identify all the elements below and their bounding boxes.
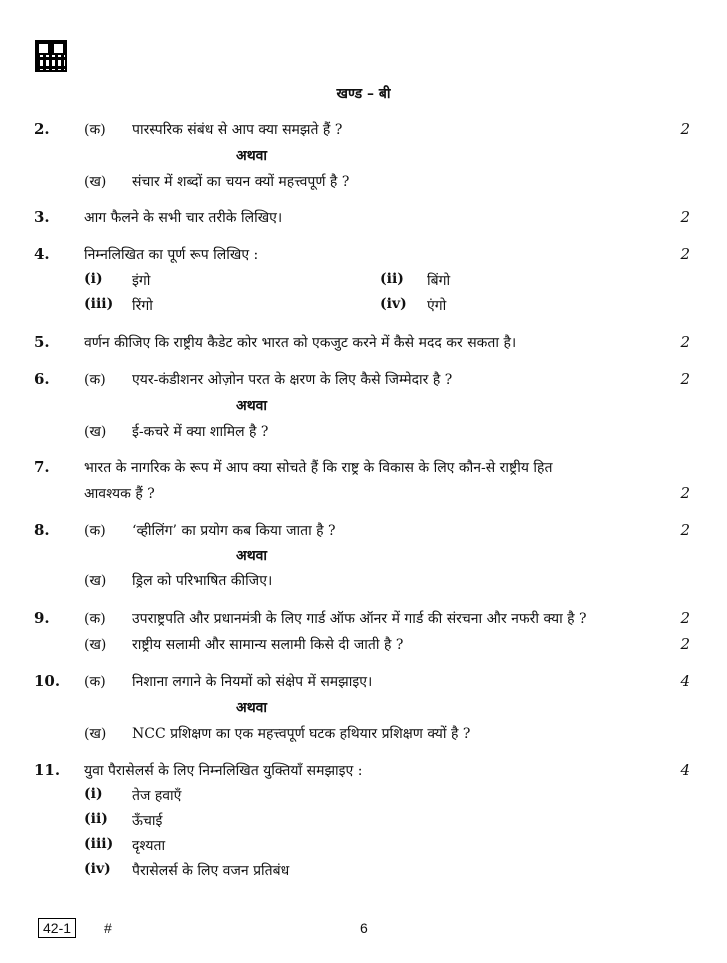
list-item	[0, 811, 727, 833]
question-text: ड्रिल को परिभाषित कीजिए।	[132, 573, 273, 589]
question-number: 4.	[34, 245, 50, 263]
part-label: (ख)	[84, 726, 107, 742]
marks: 4	[680, 761, 690, 779]
question-text: युवा पैरासेलर्स के लिए निम्नलिखित युक्तियाँ समझाइए :	[84, 763, 363, 779]
question-text: निम्नलिखित का पूर्ण रूप लिखिए :	[84, 247, 259, 263]
item-text: रिंगो	[132, 298, 153, 314]
question-9b	[0, 635, 727, 657]
part-label: (ख)	[84, 174, 107, 190]
question-2b	[0, 172, 727, 194]
item-label: (i)	[84, 271, 103, 287]
marks: 2	[680, 333, 690, 351]
question-text: संचार में शब्दों का चयन क्यों महत्त्वपूर्ण है ?	[132, 174, 350, 190]
list-item	[0, 786, 727, 808]
part-label: (क)	[84, 523, 106, 539]
item-label: (i)	[84, 786, 103, 802]
item-text: इंगो	[132, 273, 151, 289]
hash-symbol: #	[104, 920, 112, 936]
question-text: उपराष्ट्रपति और प्रधानमंत्री के लिए गार्ड ऑफ ऑनर में गार्ड की संरचना और नफरी क्या है ?	[132, 611, 587, 627]
question-number: 11.	[34, 761, 61, 779]
question-11	[0, 761, 727, 783]
part-label: (क)	[84, 674, 106, 690]
question-text: ‘व्हीलिंग’ का प्रयोग कब किया जाता है ?	[132, 523, 336, 539]
question-9a	[0, 609, 727, 631]
part-label: (ख)	[84, 424, 107, 440]
question-number: 5.	[34, 333, 50, 351]
sub-items-row	[0, 271, 727, 293]
marks: 2	[680, 521, 690, 539]
marks: 2	[680, 635, 690, 653]
question-5	[0, 333, 727, 355]
marks: 2	[680, 484, 690, 502]
question-6b	[0, 422, 727, 444]
question-text: एयर-कंडीशनर ओज़ोन परत के क्षरण के लिए कैसे जिम्मेदार है ?	[132, 372, 453, 388]
item-text: ऊँचाई	[132, 813, 163, 829]
question-10a	[0, 672, 727, 694]
question-number: 10.	[34, 672, 61, 690]
marks: 2	[680, 609, 690, 627]
marks: 4	[680, 672, 690, 690]
part-label: (ख)	[84, 573, 107, 589]
question-number: 2.	[34, 120, 50, 138]
part-label: (क)	[84, 122, 106, 138]
question-text: ई-कचरे में क्या शामिल है ?	[132, 424, 269, 440]
page-number: 6	[360, 920, 368, 936]
question-text: निशाना लगाने के नियमों को संक्षेप में समझाइए।	[132, 674, 373, 690]
question-number: 3.	[34, 208, 50, 226]
question-2a	[0, 120, 727, 142]
item-text: बिंगो	[427, 273, 451, 289]
question-7	[0, 458, 727, 480]
item-label: (iv)	[84, 861, 111, 877]
question-number: 8.	[34, 521, 50, 539]
marks: 2	[680, 245, 690, 263]
question-6a	[0, 370, 727, 392]
question-text: राष्ट्रीय सलामी और सामान्य सलामी किसे दी जाती है ?	[132, 637, 404, 653]
part-label: (क)	[84, 611, 106, 627]
paper-code-box: 42-1	[38, 918, 76, 938]
list-item	[0, 861, 727, 883]
or-label: अथवा	[236, 548, 268, 564]
question-text-line1: भारत के नागरिक के रूप में आप क्या सोचते हैं कि राष्ट्र के विकास के लिए कौन-से राष्ट्रीय हित	[84, 460, 553, 476]
or-label: अथवा	[236, 148, 268, 164]
item-text: तेज हवाएँ	[132, 788, 182, 804]
question-8a	[0, 521, 727, 543]
question-10b	[0, 724, 727, 746]
question-text: आग फैलने के सभी चार तरीके लिखिए।	[84, 210, 283, 226]
marks: 2	[680, 370, 690, 388]
item-text: दृश्यता	[132, 838, 166, 854]
item-label: (ii)	[84, 811, 108, 827]
question-text: NCC प्रशिक्षण का एक महत्त्वपूर्ण घटक हथियार प्रशिक्षण क्यों है ?	[132, 726, 471, 742]
question-7-cont	[0, 484, 727, 506]
question-8b	[0, 571, 727, 593]
item-label: (ii)	[380, 271, 404, 287]
part-label: (ख)	[84, 637, 107, 653]
question-3	[0, 208, 727, 230]
marks: 2	[680, 120, 690, 138]
item-label: (iv)	[380, 296, 407, 312]
or-label: अथवा	[236, 398, 268, 414]
qr-code	[35, 40, 67, 72]
item-text: पैरासेलर्स के लिए वजन प्रतिबंध	[132, 863, 290, 879]
item-text: एंगो	[427, 298, 447, 314]
list-item	[0, 836, 727, 858]
item-label: (iii)	[84, 836, 114, 852]
item-label: (iii)	[84, 296, 114, 312]
sub-items-row	[0, 296, 727, 318]
question-4	[0, 245, 727, 267]
question-number: 6.	[34, 370, 50, 388]
question-number: 9.	[34, 609, 50, 627]
part-label: (क)	[84, 372, 106, 388]
section-title: खण्ड – बी	[336, 86, 391, 102]
question-text: वर्णन कीजिए कि राष्ट्रीय कैडेट कोर भारत को एकजुट करने में कैसे मदद कर सकता है।	[84, 335, 517, 351]
question-text-line2: आवश्यक हैं ?	[84, 486, 155, 502]
question-number: 7.	[34, 458, 50, 476]
marks: 2	[680, 208, 690, 226]
or-label: अथवा	[236, 700, 268, 716]
question-text: पारस्परिक संबंध से आप क्या समझते हैं ?	[132, 122, 343, 138]
